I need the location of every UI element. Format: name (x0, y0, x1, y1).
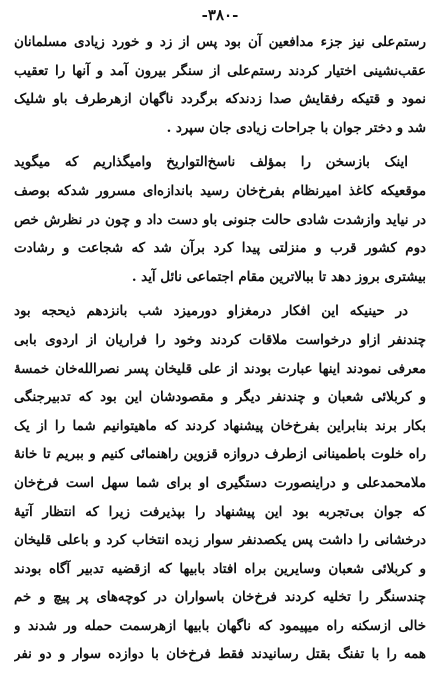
text-line: معرفی نمودند اینها عبارت بودند از علی قلیخان پسر نصرالله‌خان خمسهٔ (14, 360, 426, 377)
text-line: رستم‌علی نیز جزء مدافعین آن بود پس از زد و خورد زیادی مسلمانان (14, 34, 426, 50)
paragraph-3 (14, 297, 426, 669)
text-line: ملامحمدعلی و دراینصورت دستگیری او برای شما سهل است فرخ‌خان (14, 474, 426, 491)
text-line: همه را با تفنگ بقتل رسانیدند فقط فرخ‌خان با دوازده سوار و دو نفر (14, 646, 426, 663)
text-line: که جوان بی‌تجربه بود این پیشنهاد را بپذیرفت زیرا که انتظار آتیهٔ (14, 503, 426, 520)
text-line: شد و دختر جوان با جراحات زیادی جان سپرد . (166, 119, 426, 136)
text-line: خالی ازسکنه راه میپیمود که ناگهان بابیها ازهرسمت حمله ور شدند و (14, 617, 426, 634)
text-line: راه خلوت باطمینانی ازطرف دروازه قزوین راهنمائی کنیم و ببریم تا خانهٔ (14, 446, 426, 463)
text-line: بیشتری بروز دهد تا ببالاترین مقام اجتماعی نائل آید . (131, 268, 426, 285)
text-line: دوم کشور قرب و منزلتی پیدا کرد برآن شد که شجاعت و رشادت (14, 240, 426, 257)
text-line: و کربلائی شعبان وسایرین براه افتاد بابیها که ازقضیه تدبیر آگاه بودند (14, 560, 426, 577)
paragraph-1 (14, 28, 426, 142)
text-line: و کربلائی شعبان و چندنفر دیگر و مقصودشان این بود که تدبیرجنگی (14, 389, 426, 406)
text-line: چندنفر ازاو درخواست ملاقات کردند وخود را فراریان از اردوی بابی (14, 331, 426, 348)
paragraph-2 (14, 148, 426, 291)
text-line: اینک بازسخن را بمؤلف ناسخ‌التواریخ وامیگذاریم که میگوید (14, 154, 408, 171)
text-line: نمود و قتیکه رفقایش صدا زدندکه برگردد ناگهان ازهرطرف باو شلیک (14, 91, 426, 108)
text-line: چندسنگر را تخلیه کردند فرخ‌خان باسواران در کوچه‌های پر پیچ و خم (14, 589, 426, 606)
page-number: -٣٨٠- (201, 6, 239, 24)
text-line: عقب‌نشینی اختیار کردند رستم‌علی از سنگر بیرون آمد و آنها را تعقیب (14, 62, 426, 79)
text-line: در حینیکه این افکار درمغزاو دورمیزد شب بانزدهم ذیحجه بود (14, 303, 408, 320)
text-line: موقعیکه کاغذ امیرنظام بفرخ‌خان رسید باندازه‌ای مسرور شدکه بوصف (14, 182, 426, 199)
text-line: درخشانی را داشت پس یکصدنفر سوار زبده انتخاب کرد و باعلی قلیخان (14, 532, 426, 549)
book-page (14, 4, 426, 694)
text-line: در نیاید وازشدت شادی حالت جنونی باو دست داد و چون در نظرش خص (14, 211, 426, 228)
text-line: بکار برند بنابراین بفرخ‌خان پیشنهاد کردند که ماهیتوانیم شما را از یک (14, 417, 426, 434)
